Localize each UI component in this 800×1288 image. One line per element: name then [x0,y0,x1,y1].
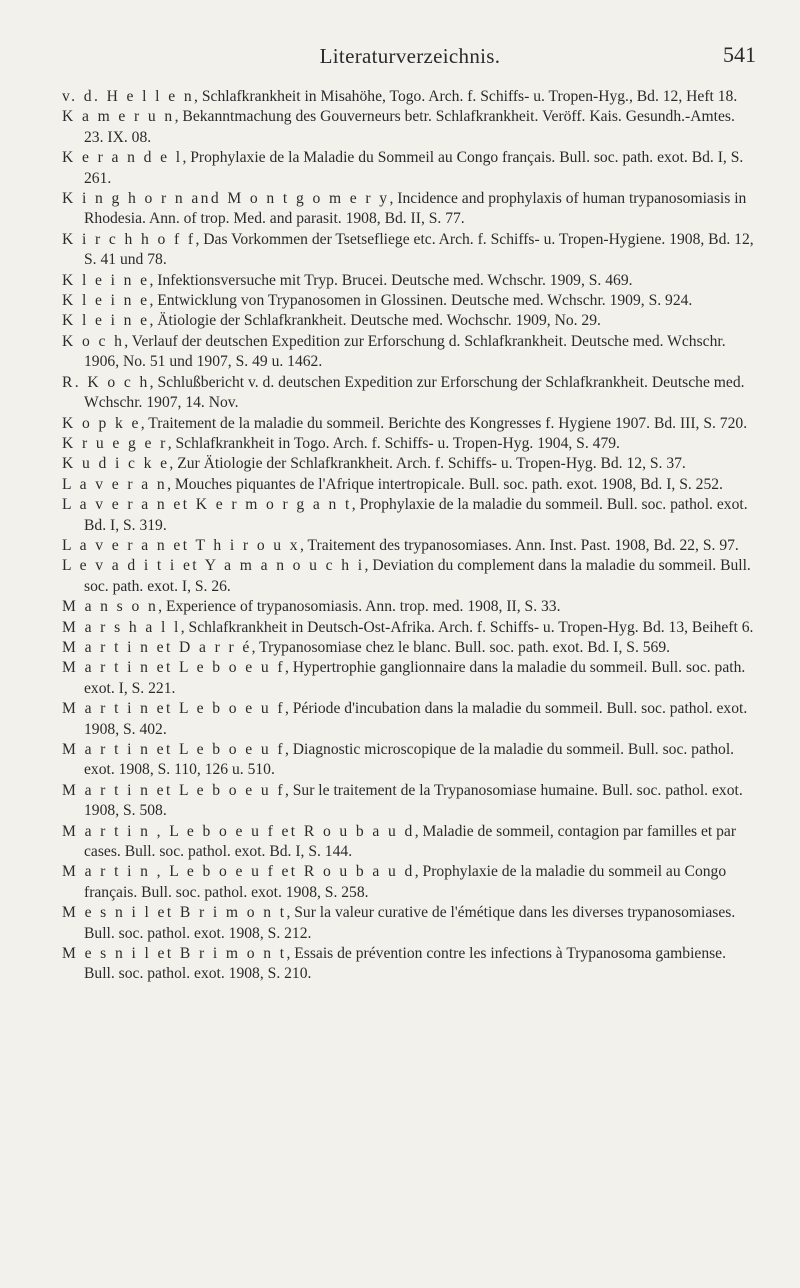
reference-text: , Diagnostic microscopique de la maladie du sommeil. Bull. soc. pathol. exot. 1908, S. 110, 126 u. 510. [84,741,735,779]
reference-entry [62,740,758,781]
reference-text: , Infektionsversuche mit Tryp. Brucei. Deutsche med. Wchschr. 1909, S. 469. [149,271,633,289]
reference-text: , Période d'incubation dans la maladie du sommeil. Bull. soc. pathol. exot. 1908, S. 402. [84,700,748,738]
reference-author: K l e i n e [62,312,150,330]
reference-entry [62,414,758,434]
reference-text: , Schlußbericht v. d. deutschen Expedition zur Erforschung der Schlafkrankheit. Deutsche med. Wchschr. 1907, 14. Nov. [84,373,745,412]
reference-entry [62,87,758,107]
reference-entry [62,271,758,291]
reference-text: , Entwicklung von Trypanosomen in Glossinen. Deutsche med. Wchschr. 1909, S. 924. [149,292,693,310]
reference-author: L a v e r a n et T h i r o u x [62,536,301,554]
reference-entry [62,862,758,903]
reference-entry [62,230,758,271]
reference-entry [62,903,758,944]
reference-author: M a r t i n , L e b o e u f et R o u b a u d [62,822,415,840]
reference-author: L e v a d i t i et Y a m a n o u c h i [62,557,365,575]
reference-author: L a v e r a n [62,475,168,493]
reference-text: , Sur le traitement de la Trypanosomiase humaine. Bull. soc. pathol. exot. 1908, S. 508. [84,781,743,820]
reference-entry [62,658,758,699]
reference-entry [62,556,758,597]
reference-entry [62,311,758,331]
reference-text: , Prophylaxie de la Maladie du Sommeil au Congo français. Bull. soc. path. exot. Bd. I, S. 261. [84,149,744,187]
reference-author: M a r t i n et D a r r é [62,638,252,656]
reference-entry [62,638,758,658]
reference-text: , Traitement des trypanosomiases. Ann. Inst. Past. 1908, Bd. 22, S. 97. [300,536,739,554]
reference-text: , Schlafkrankheit in Deutsch-Ost-Afrika. Arch. f. Schiffs- u. Tropen-Hyg. Bd. 13, Beiheft 6. [180,618,754,636]
reference-entry [62,781,758,822]
reference-author: K l e i n e [62,292,150,310]
reference-author: K e r a n d e l [62,149,183,167]
reference-text: , Prophylaxie de la maladie du sommeil. Bull. soc. pathol. exot. Bd. I, S. 319. [84,496,748,534]
reference-author: M a r t i n , L e b o e u f et R o u b a u d [62,863,415,881]
reference-author: M a r t i n et L e b o e u f [62,781,285,799]
reference-author: L a v e r a n et K e r m o r g a n t [62,496,352,514]
reference-author: K l e i n e [62,271,150,289]
reference-entry [62,434,758,454]
reference-text: , Sur la valeur curative de l'émétique dans les diverses trypanosomiases. Bull. soc. pathol. exot. 1908, S. 212. [84,904,736,942]
reference-author: v. d. H e l l e n [62,88,195,105]
reference-text: , Verlauf der deutschen Expedition zur Erforschung d. Schlafkrankheit. Deutsche med. Wchschr. 1906, No. 51 und 1907, S. 49 u. 1462. [84,332,726,371]
reference-author: R. K o c h [62,373,150,391]
reference-text: , Schlafkrankheit in Togo. Arch. f. Schiffs- u. Tropen-Hyg. 1904, S. 479. [167,434,620,452]
reference-author: M a n s o n [62,598,159,616]
reference-entry [62,454,758,474]
reference-entry [62,475,758,495]
reference-text: , Trypanosomiase chez le blanc. Bull. soc. path. exot. Bd. I, S. 569. [251,638,671,656]
reference-entry [62,189,758,230]
reference-text: , Maladie de sommeil, contagion par familles et par cases. Bull. soc. pathol. exot. Bd. I, S. 144. [84,822,737,861]
reference-author: K u d i c k e [62,455,170,473]
reference-entry [62,332,758,373]
reference-entry [62,699,758,740]
reference-text: , Bekanntmachung des Gouverneurs betr. Schlafkrankheit. Veröff. Kais. Gesundh.-Amtes. 23. IX. 08. [84,108,735,146]
reference-text: , Hypertrophie ganglionnaire dans la maladie du sommeil. Bull. soc. path. exot. I, S. 221. [84,659,746,697]
reference-author: M a r t i n et L e b o e u f [62,700,285,718]
reference-text: , Das Vorkommen der Tsetsefliege etc. Arch. f. Schiffs- u. Tropen-Hygiene. 1908, Bd. 12, S. 41 und 78. [84,230,754,269]
reference-author: M a r t i n et L e b o e u f [62,741,285,758]
reference-text: , Prophylaxie de la maladie du sommeil au Congo français. Bull. soc. pathol. exot. 1908, S. 258. [84,863,727,901]
reference-author: M a r s h a l l [62,618,181,636]
reference-entry [62,618,758,638]
reference-author: M e s n i l et B r i m o n t [62,904,287,922]
reference-author: M a r t i n et L e b o e u f [62,659,285,677]
running-title: Literaturverzeichnis. [319,44,501,68]
reference-entry [62,107,758,148]
reference-text: , Essais de prévention contre les infections à Trypanosoma gambiense. Bull. soc. pathol. exot. 1908, S. 210. [84,945,727,983]
reference-author: K o c h [62,332,125,350]
reference-author: K i r c h h o f f [62,230,196,248]
reference-text: , Deviation du complement dans la maladie du sommeil. Bull. soc. path. exot. I, S. 26. [84,557,751,595]
reference-entry [62,291,758,311]
reference-entry [62,822,758,863]
reference-list [62,87,758,985]
page-number: 541 [723,42,756,67]
reference-author: K o p k e [62,414,141,432]
reference-author: K r u e g e r [62,434,168,452]
reference-entry [62,495,758,536]
reference-author: K a m e r u n [62,108,175,126]
reference-text: , Mouches piquantes de l'Afrique intertropicale. Bull. soc. path. exot. 1908, Bd. I, S. 252. [167,475,723,493]
reference-text: , Experience of trypanosomiasis. Ann. trop. med. 1908, II, S. 33. [158,598,561,616]
reference-entry [62,536,758,556]
reference-text: , Traitement de la maladie du sommeil. Berichte des Kongresses f. Hygiene 1907. Bd. III, S. 720. [140,414,748,432]
reference-text: , Zur Ätiologie der Schlafkrankheit. Arch. f. Schiffs- u. Tropen-Hyg. Bd. 12, S. 37. [169,455,686,473]
reference-entry [62,373,758,414]
reference-text: , Ätiologie der Schlafkrankheit. Deutsche med. Wochschr. 1909, No. 29. [149,312,601,330]
reference-entry [62,944,758,985]
reference-entry [62,148,758,189]
reference-text: , Incidence and prophylaxis of human trypanosomiasis in Rhodesia. Ann. of trop. Med. and parasit. 1908, Bd. II, S. 77. [84,190,747,228]
reference-entry [62,597,758,617]
reference-author: K i n g h o r n and M o n t g o m e r y [62,190,390,208]
reference-text: , Schlafkrankheit in Misahöhe, Togo. Arch. f. Schiffs- u. Tropen-Hyg., Bd. 12, Heft 18. [194,88,738,105]
reference-author: M e s n i l et B r i m o n t [62,945,287,963]
